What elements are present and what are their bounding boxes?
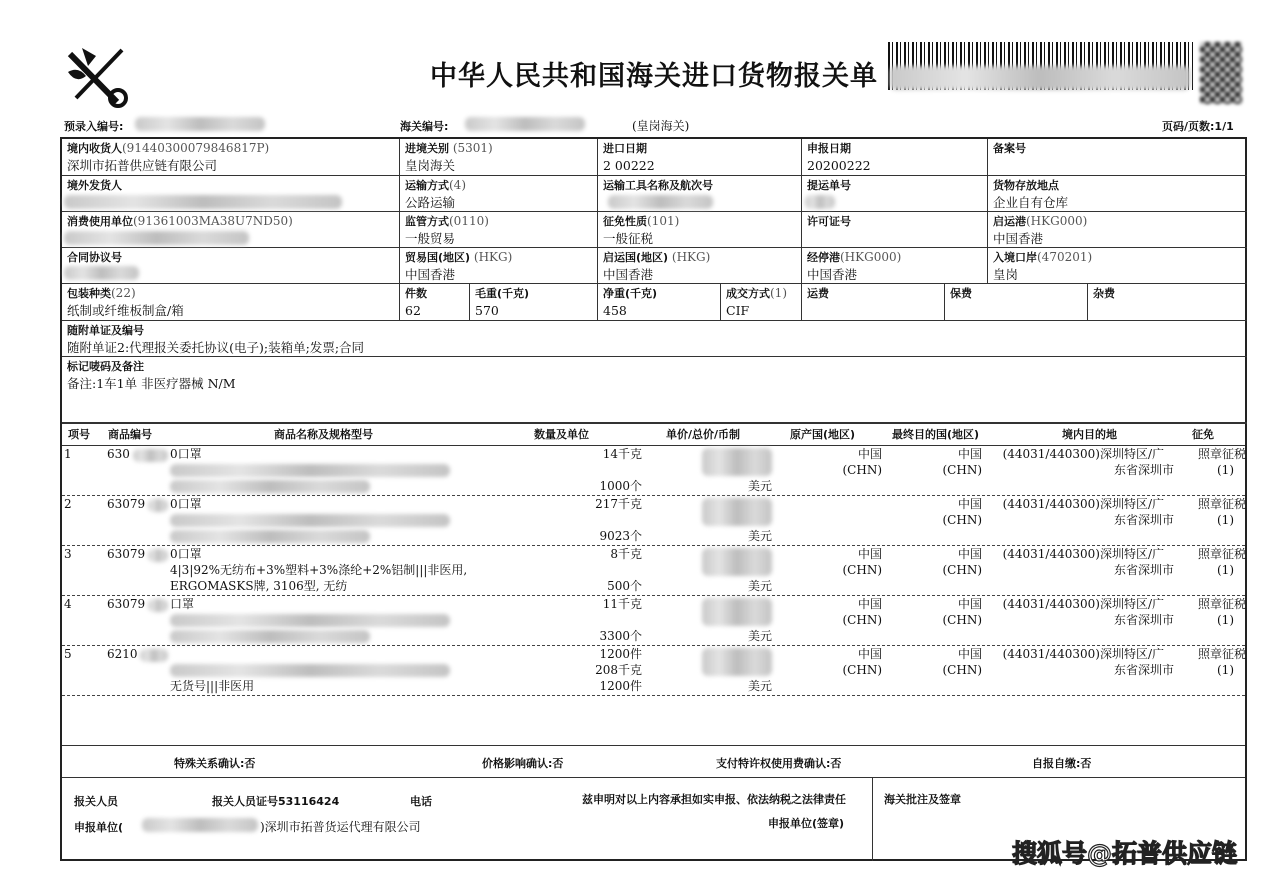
customs-no-label: 海关编号:	[400, 120, 449, 133]
royalty-confirm: 支付特许权使用费确认:否	[716, 757, 842, 770]
special-relation-confirm: 特殊关系确认:否	[174, 757, 256, 770]
item-cur: 美元	[747, 679, 772, 693]
item-no: 5	[64, 647, 72, 661]
item-code: 63079	[107, 547, 146, 561]
field-depart-country: 启运国(地区) (HKG) 中国香港	[598, 248, 802, 284]
field-insurance: 保费	[945, 284, 1088, 321]
declaring-unit-name: )深圳市拓普货运代理有限公司	[260, 820, 421, 834]
field-depart-port: 启运港(HKG000) 中国香港	[988, 212, 1247, 248]
item-q1: 11千克	[602, 597, 642, 611]
field-overseas-shipper: 境外发货人	[62, 176, 400, 212]
customs-emblem-logo	[62, 42, 132, 112]
field-gross-weight: 毛重(千克) 570	[470, 284, 598, 321]
item-domestic2: 东省深圳市	[1113, 663, 1174, 677]
item-name2: 4|3|92%无纺布+3%塑料+3%涤纶+2%铝制|||非医用,	[170, 563, 468, 577]
price-impact-confirm: 价格影响确认:否	[482, 757, 564, 770]
item-levy1: 照章征税	[1197, 547, 1246, 561]
item-q3: 1000个	[599, 479, 642, 493]
field-bill-no: 提运单号	[802, 176, 988, 212]
item-q3: 3300个	[599, 629, 642, 643]
field-package-type: 包装种类(22) 纸制或纤维板制盒/箱	[62, 284, 400, 321]
item-dest: 中国	[957, 447, 982, 461]
item-origin-code: (CHN)	[842, 463, 882, 477]
item-code: 630	[107, 447, 130, 461]
pre-entry-label: 预录入编号:	[64, 120, 124, 133]
field-freight: 运费	[802, 284, 945, 321]
item-domestic1: (44031/440300)深圳特区/广	[1002, 547, 1164, 561]
item-dest: 中国	[957, 647, 982, 661]
item-domestic1: (44031/440300)深圳特区/广	[1002, 447, 1164, 461]
col-qty: 数量及单位	[534, 428, 589, 441]
item-levy1: 照章征税	[1197, 647, 1246, 661]
item-domestic2: 东省深圳市	[1113, 613, 1174, 627]
item-cur: 美元	[747, 479, 772, 493]
col-origin: 原产国(地区)	[790, 428, 856, 441]
item-row	[62, 596, 1245, 646]
item-dest-code: (CHN)	[942, 513, 982, 527]
item-origin: 中国	[857, 647, 882, 661]
self-pay-confirm: 自报自缴:否	[1032, 757, 1092, 770]
item-name1: 口罩	[170, 597, 195, 611]
customs-sign-label: 海关批注及签章	[884, 793, 961, 806]
item-dest-code: (CHN)	[942, 563, 982, 577]
item-dest: 中国	[957, 497, 982, 511]
declarant-label: 报关人员	[74, 795, 118, 808]
item-row	[62, 646, 1245, 696]
item-origin-code: (CHN)	[842, 663, 882, 677]
item-name3: ERGOMASKS牌, 3106型, 无纺	[170, 579, 348, 593]
item-domestic2: 东省深圳市	[1113, 513, 1174, 527]
field-import-date: 进口日期 2 00222	[598, 139, 802, 176]
field-marks: 标记唛码及备注 备注:1车1单 非医疗器械 N/M	[62, 357, 1247, 424]
field-misc: 杂费	[1088, 284, 1247, 321]
field-net-weight: 净重(千克) 458	[598, 284, 721, 321]
item-domestic1: (44031/440300)深圳特区/广	[1002, 647, 1164, 661]
item-dest: 中国	[957, 597, 982, 611]
field-vehicle: 运输工具名称及航次号	[598, 176, 802, 212]
legal-statement: 兹申明对以上内容承担如实申报、依法纳税之法律责任	[582, 793, 846, 806]
col-dest: 最终目的国(地区)	[892, 428, 980, 441]
item-no: 1	[64, 447, 72, 461]
item-no: 4	[64, 597, 72, 611]
item-q1: 217千克	[595, 497, 642, 511]
declarant-id: 报关人员证号53116424	[212, 795, 340, 808]
declaring-unit-label: 申报单位(	[74, 821, 124, 834]
field-license: 许可证号	[802, 212, 988, 248]
document-title: 中华人民共和国海关进口货物报关单	[430, 61, 878, 92]
item-dest: 中国	[957, 547, 982, 561]
col-code: 商品编号	[108, 428, 152, 441]
item-cur: 美元	[747, 579, 772, 593]
field-entry-port: 入境口岸(470201) 皇岗	[988, 248, 1247, 284]
item-name1: 0口罩	[170, 547, 202, 561]
item-q3: 1200件	[599, 679, 642, 693]
item-levy2: (1)	[1217, 513, 1234, 527]
item-no: 3	[64, 547, 72, 561]
field-contract: 合同协议号	[62, 248, 400, 284]
item-levy2: (1)	[1217, 463, 1234, 477]
item-row	[62, 446, 1245, 496]
item-origin: 中国	[857, 447, 882, 461]
field-consumer: 消费使用单位(91361003MA38U7ND50)	[62, 212, 400, 248]
field-deal-mode: 成交方式(1) CIF	[721, 284, 802, 321]
qr-code	[1200, 42, 1242, 104]
item-origin-code: (CHN)	[842, 613, 882, 627]
item-dest-code: (CHN)	[942, 613, 982, 627]
field-record-no: 备案号	[988, 139, 1247, 176]
item-q1: 1200件	[599, 647, 642, 661]
phone-label: 电话	[410, 795, 432, 808]
item-levy2: (1)	[1217, 613, 1234, 627]
item-origin-code: (CHN)	[842, 563, 882, 577]
item-origin: 中国	[857, 597, 882, 611]
item-row	[62, 546, 1245, 596]
item-levy1: 照章征税	[1197, 597, 1246, 611]
item-no: 2	[64, 497, 72, 511]
col-domestic: 境内目的地	[1062, 428, 1117, 441]
item-name1: 0口罩	[170, 447, 202, 461]
field-entry-customs: 进境关别 (5301) 皇岗海关	[400, 139, 598, 176]
col-price: 单价/总价/币制	[666, 428, 741, 441]
item-levy1: 照章征税	[1197, 497, 1246, 511]
col-name: 商品名称及规格型号	[274, 428, 373, 441]
item-domestic2: 东省深圳市	[1113, 563, 1174, 577]
customs-name: (皇岗海关)	[632, 119, 690, 133]
field-storage: 货物存放地点 企业自有仓库	[988, 176, 1247, 212]
field-docs: 随附单证及编号 随附单证2:代理报关委托协议(电子);装箱单;发票;合同	[62, 321, 1247, 357]
item-domestic1: (44031/440300)深圳特区/广	[1002, 597, 1164, 611]
item-name3: 无货号|||非医用	[170, 679, 255, 693]
field-levy: 征免性质(101) 一般征税	[598, 212, 802, 248]
item-domestic1: (44031/440300)深圳特区/广	[1002, 497, 1164, 511]
item-q1: 8千克	[610, 547, 642, 561]
item-name1: 0口罩	[170, 497, 202, 511]
item-code: 63079	[107, 597, 146, 611]
declaring-unit-sign: 申报单位(签章)	[768, 817, 845, 830]
watermark: 搜狐号@拓普供应链	[1012, 839, 1238, 868]
item-cur: 美元	[747, 529, 772, 543]
item-q1: 14千克	[602, 447, 642, 461]
page-indicator: 页码/页数:1/1	[1162, 120, 1234, 133]
item-levy2: (1)	[1217, 563, 1234, 577]
item-dest-code: (CHN)	[942, 663, 982, 677]
field-trade-country: 贸易国(地区) (HKG) 中国香港	[400, 248, 598, 284]
item-dest-code: (CHN)	[942, 463, 982, 477]
item-levy2: (1)	[1217, 663, 1234, 677]
field-stop-port: 经停港(HKG000) 中国香港	[802, 248, 988, 284]
item-domestic2: 东省深圳市	[1113, 463, 1174, 477]
field-pieces: 件数 62	[400, 284, 470, 321]
item-q2: 208千克	[595, 663, 642, 677]
field-transport-mode: 运输方式(4) 公路运输	[400, 176, 598, 212]
item-code: 63079	[107, 497, 146, 511]
field-supervision: 监管方式(0110) 一般贸易	[400, 212, 598, 248]
col-levy: 征免	[1192, 428, 1214, 441]
declaration-form	[60, 137, 1247, 861]
item-q3: 500个	[607, 579, 642, 593]
field-declare-date: 申报日期 20200222	[802, 139, 988, 176]
item-cur: 美元	[747, 629, 772, 643]
field-consignee: 境内收货人(91440300079846817P) 深圳市拓普供应链有限公司	[62, 139, 400, 176]
col-item-no: 项号	[68, 428, 90, 441]
item-code: 6210	[107, 647, 138, 661]
item-q3: 9023个	[599, 529, 642, 543]
item-row	[62, 496, 1245, 546]
item-origin: 中国	[857, 547, 882, 561]
item-levy1: 照章征税	[1197, 447, 1246, 461]
